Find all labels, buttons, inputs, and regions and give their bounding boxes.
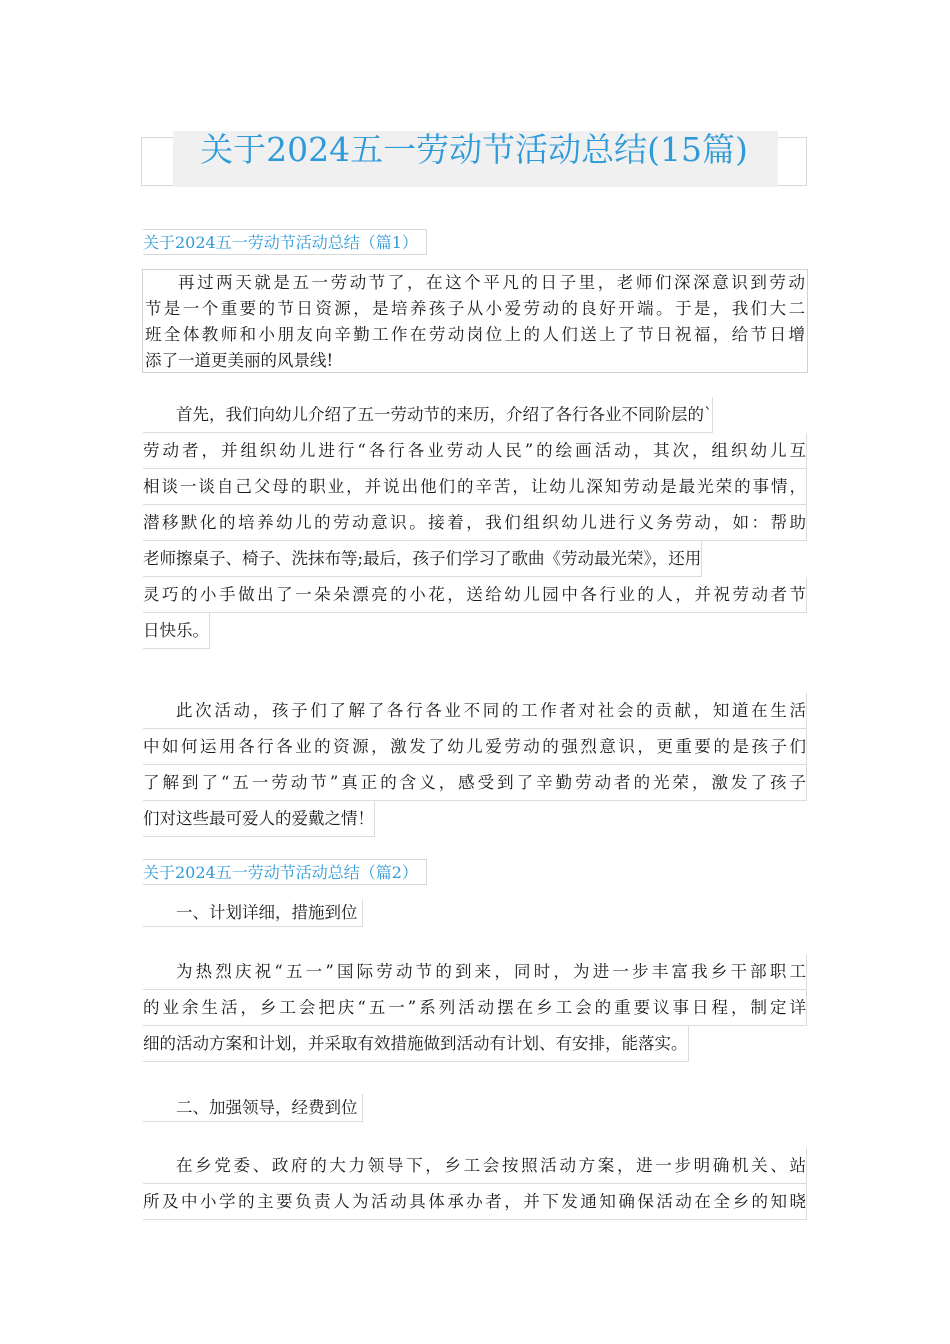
subheading-leadership: 二、加强领导，经费到位 (143, 1094, 363, 1122)
paragraph-line: 们对这些最可爱人的爱戴之情！ (143, 801, 375, 837)
paragraph-line: 灵巧的小手做出了一朵朵漂亮的小花，送给幼儿园中各行业的人，并祝劳动者节 (143, 577, 807, 613)
paragraph-plan (143, 954, 807, 1062)
page-title: 关于2024五一劳动节活动总结(15篇) (200, 130, 748, 169)
paragraph-line: 相谈一谈自己父母的职业，并说出他们的辛苦，让幼儿深知劳动是最光荣的事情， (143, 469, 807, 505)
intro-paragraph (142, 269, 808, 373)
paragraph-line: 为热烈庆祝“五一”国际劳动节的到来，同时，为进一步丰富我乡干部职工 (143, 954, 807, 990)
paragraph-line: 了解到了“五一劳动节”真正的含义，感受到了辛勤劳动者的光荣，激发了孩子 (143, 765, 807, 801)
paragraph-line: 所及中小学的主要负责人为活动具体承办者，并下发通知确保活动在全乡的知晓 (143, 1184, 807, 1220)
paragraph-line: 中如何运用各行各业的资源，激发了幼儿爱劳动的强烈意识，更重要的是孩子们 (143, 729, 807, 765)
paragraph-line: 班全体教师和小朋友向辛勤工作在劳动岗位上的人们送上了节日祝福，给节日增 (145, 325, 805, 344)
paragraph-line: 的业余生活，乡工会把庆“五一”系列活动摆在乡工会的重要议事日程，制定详 (143, 990, 807, 1026)
section-heading-2: 关于2024五一劳动节活动总结（篇2） (143, 859, 427, 885)
paragraph-line: 在乡党委、政府的大力领导下，乡工会按照活动方案，进一步明确机关、站 (143, 1148, 807, 1184)
paragraph-second (143, 693, 807, 837)
paragraph-line: 日快乐。 (143, 613, 210, 649)
paragraph-line: 劳动者，并组织幼儿进行“各行各业劳动人民”的绘画活动，其次，组织幼儿互 (143, 433, 807, 469)
paragraph-line: 此次活动，孩子们了解了各行各业不同的工作者对社会的贡献，知道在生活 (143, 693, 807, 729)
paragraph-line: 再过两天就是五一劳动节了，在这个平凡的日子里，老师们深深意识到劳动 (178, 273, 805, 292)
subheading-plan: 一、计划详细，措施到位 (143, 899, 363, 927)
section-heading-1: 关于2024五一劳动节活动总结（篇1） (143, 229, 427, 255)
paragraph-line: 首先，我们向幼儿介绍了五一劳动节的来历，介绍了各行各业不同阶层的` (143, 397, 713, 433)
paragraph-first (143, 397, 807, 649)
paragraph-line: 老师擦桌子、椅子、洗抹布等;最后，孩子们学习了歌曲《劳动最光荣》，还用 (143, 541, 702, 577)
paragraph-line: 潜移默化的培养幼儿的劳动意识。接着，我们组织幼儿进行义务劳动，如：帮助 (143, 505, 807, 541)
paragraph-line: 添了一道更美丽的风景线! (145, 351, 334, 370)
paragraph-line: 节是一个重要的节日资源，是培养孩子从小爱劳动的良好开端。于是，我们大二 (145, 299, 805, 318)
paragraph-leadership (143, 1148, 807, 1220)
paragraph-line: 细的活动方案和计划，并采取有效措施做到活动有计划、有安排，能落实。 (143, 1026, 689, 1062)
